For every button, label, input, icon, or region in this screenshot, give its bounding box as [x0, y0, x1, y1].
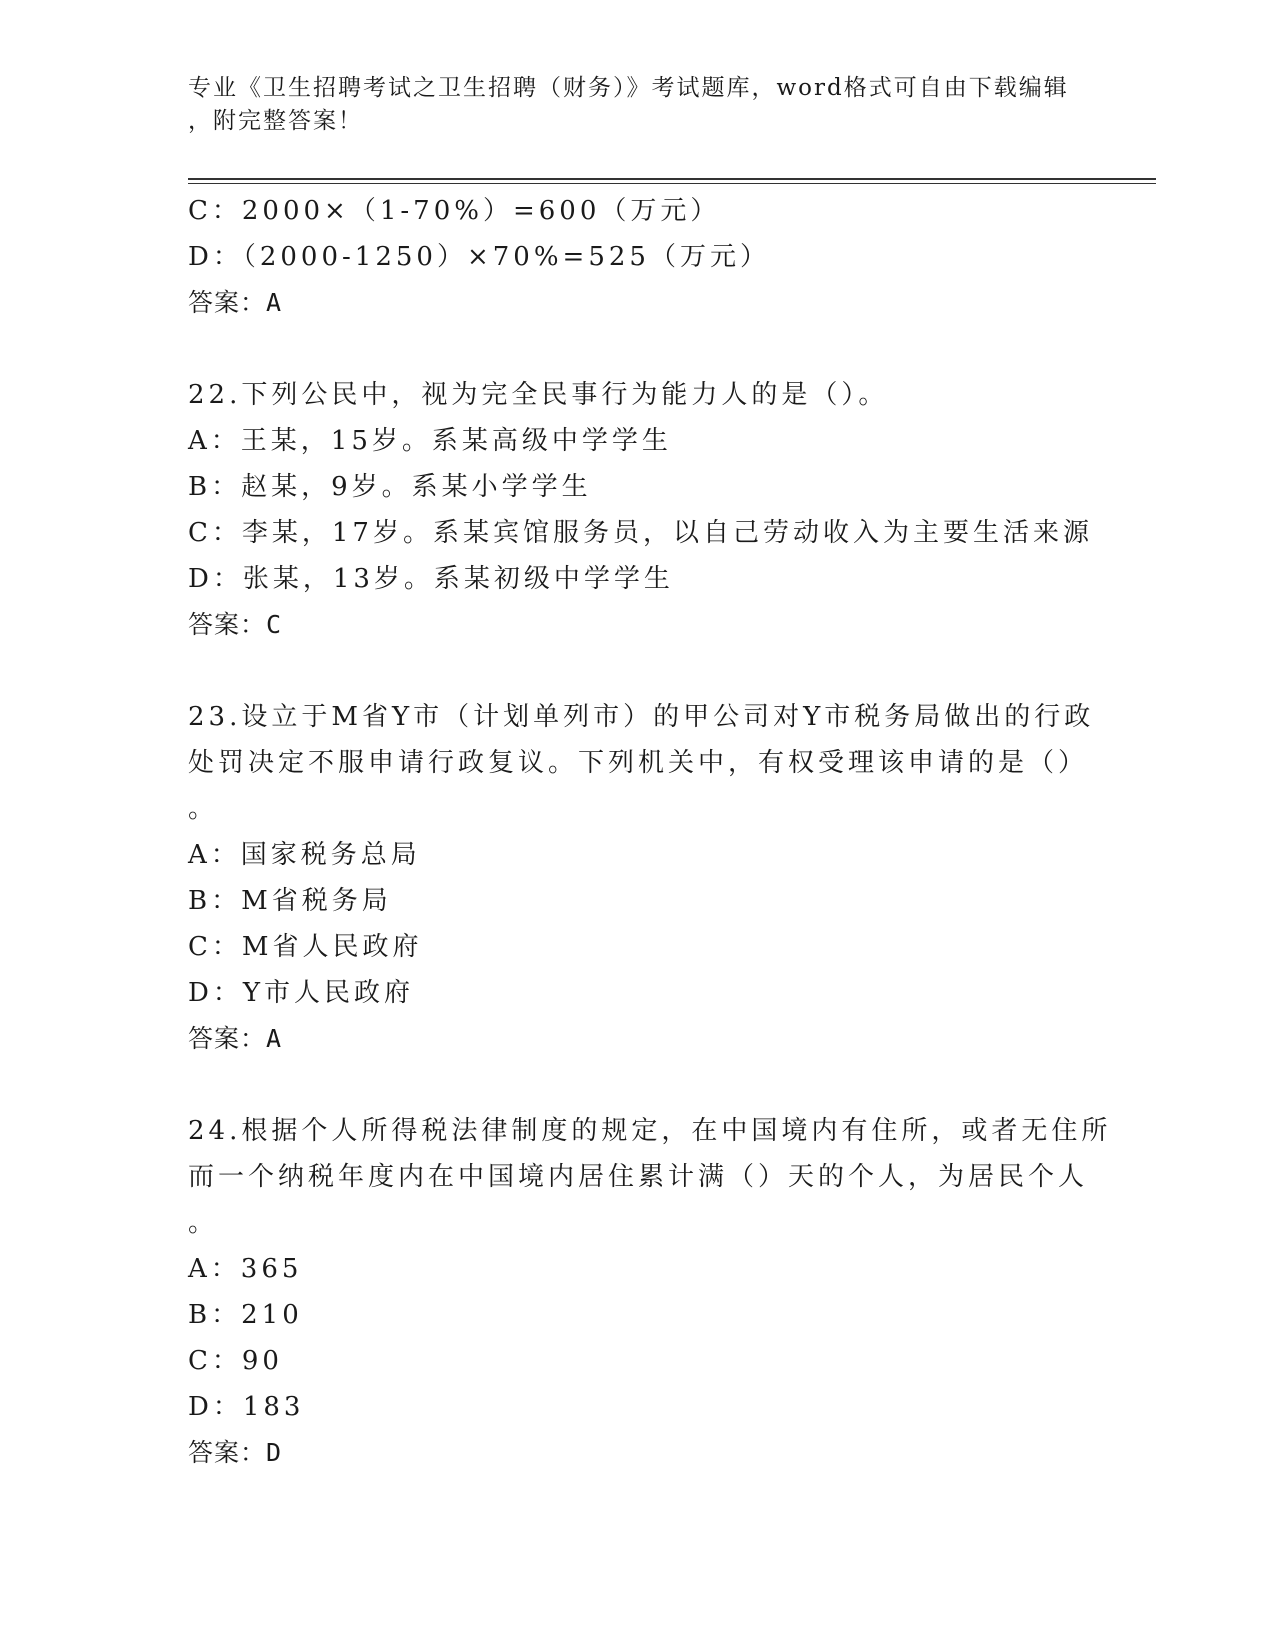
q24-option-c: C：90: [188, 1346, 283, 1376]
q23-option-d: D：Y市人民政府: [188, 978, 415, 1008]
q21-answer: 答案：A: [188, 288, 283, 317]
q23-stem-line-2: 处罚决定不服申请行政复议。下列机关中，有权受理该申请的是（）: [188, 748, 1089, 778]
q22-option-d: D：张某，13岁。系某初级中学学生: [188, 564, 674, 594]
spacer: [188, 648, 1088, 694]
q22-answer: 答案：C: [188, 610, 283, 639]
q24-stem-line-2: 而一个纳税年度内在中国境内居住累计满（）天的个人，为居民个人: [188, 1162, 1089, 1192]
q23-stem-line-3: 。: [188, 794, 219, 824]
q24-stem-line-3: 。: [188, 1208, 219, 1238]
q24-option-d: D：183: [188, 1392, 305, 1422]
header-divider-thick: [188, 178, 1156, 180]
header-line-2: ，附完整答案！: [188, 108, 363, 134]
q23-stem-line-1: 23.设立于M省Y市（计划单列市）的甲公司对Y市税务局做出的行政: [188, 702, 1095, 732]
q22-option-a: A：王某，15岁。系某高级中学学生: [188, 426, 672, 456]
q21-option-d: D：（2000-1250）×70%=525（万元）: [188, 242, 770, 272]
q24-option-a: A：365: [188, 1254, 303, 1284]
spacer: [188, 1062, 1088, 1108]
q24-stem-line-1: 24.根据个人所得税法律制度的规定，在中国境内有住所，或者无住所: [188, 1116, 1112, 1146]
q24-option-b: B：210: [188, 1300, 303, 1330]
spacer: [188, 326, 1088, 372]
q23-answer: 答案：A: [188, 1024, 283, 1053]
q22-stem: 22.下列公民中，视为完全民事行为能力人的是（）。: [188, 380, 889, 410]
q23-option-a: A：国家税务总局: [188, 840, 421, 870]
q22-option-c: C：李某，17岁。系某宾馆服务员，以自己劳动收入为主要生活来源: [188, 518, 1093, 548]
q22-option-b: B：赵某，9岁。系某小学学生: [188, 472, 592, 502]
header-line-1: 专业《卫生招聘考试之卫生招聘（财务）》考试题库，word格式可自由下载编辑: [188, 75, 1069, 101]
q21-option-c: C：2000×（1-70%）=600（万元）: [188, 196, 721, 226]
document-header: [188, 72, 1088, 138]
header-divider-thin: [188, 183, 1156, 184]
q23-option-b: B：M省税务局: [188, 886, 392, 916]
question-list: [188, 188, 1112, 1476]
q24-answer: 答案：D: [188, 1438, 283, 1467]
q23-option-c: C：M省人民政府: [188, 932, 423, 962]
